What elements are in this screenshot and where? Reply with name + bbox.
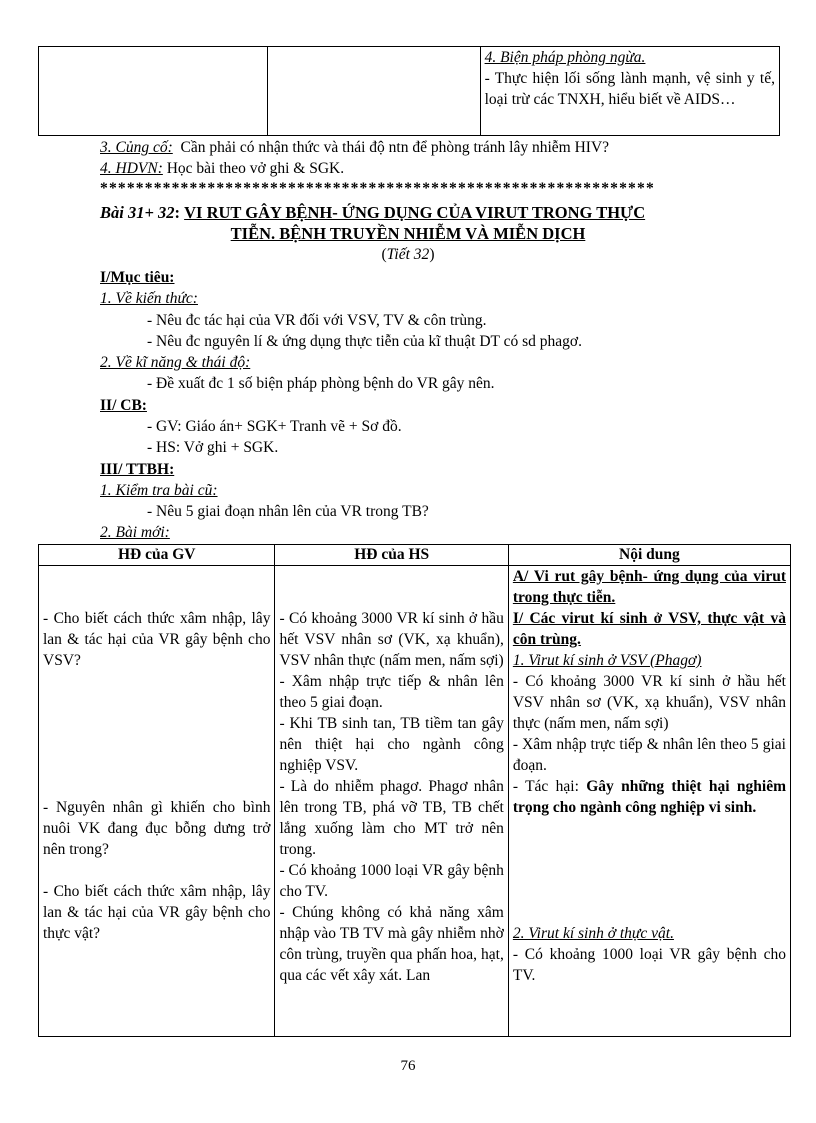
prep-hs: - HS: Vở ghi + SGK. (147, 439, 279, 456)
hs-answer-6: - Chúng không có khả năng xâm nhập vào TB TV mà gây nhiễm nhờ côn trùng, truyền qua phấn hoa, hạt, qua các vết xây xát. Lan (279, 904, 504, 984)
header-hs: HĐ của HS (275, 545, 508, 566)
content-p1: - Có khoảng 3000 VR kí sinh ở hầu hết VSV nhân sơ (VK, xạ khuẩn), VSV nhân thực (nấm men, nấm sợi) (512, 673, 786, 732)
top-cell-hs (268, 47, 480, 136)
gv-question-3: - Cho biết cách thức xâm nhập, lây lan & tác hại của VR gây bệnh cho thực vật? (43, 883, 271, 942)
content-p2: - Xâm nhập trực tiếp & nhân lên theo 5 giai đoạn. (512, 736, 786, 774)
lesson-period: (Tiết 32) (381, 246, 435, 263)
hs-answer-3: - Khi TB sinh tan, TB tiềm tan gây nên thiệt hại cho ngành công nghiệp VSV. (279, 715, 504, 774)
skills-label: 2. Về kĩ năng & thái độ: (100, 354, 251, 371)
skills-item-1: - Đề xuất đc 1 số biện pháp phòng bệnh do VR gây nên. (147, 375, 495, 392)
process-heading: III/ TTBH: (100, 461, 175, 478)
knowledge-item-2: - Nêu đc nguyên lí & ứng dụng thực tiễn của kĩ thuật DT có sd phagơ. (147, 333, 582, 350)
subsection-2-heading: 2. Virut kí sinh ở thực vật. (512, 925, 674, 942)
hs-answer-4: - Là do nhiễm phagơ. Phagơ nhân lên trong TB, phá vỡ TB, TB chết lắng xuống làm cho MT trở nên trong. (279, 778, 504, 858)
lesson-title-line1: Bài 31+ 32: VI RUT GÂY BỆNH- ỨNG DỤNG CỦA VIRUT TRONG THỰC (100, 203, 646, 222)
table-header-row (39, 545, 791, 566)
homework-text: Học bài theo vở ghi & SGK. (166, 160, 345, 177)
new-lesson-label: 2. Bài mới: (100, 524, 170, 541)
content-p3-bold: Gây những thiệt hại nghiêm trọng cho ngành công nghiệp vi sinh. (512, 778, 786, 816)
prep-heading: II/ CB: (100, 397, 147, 414)
consolidation-label: 3. Củng cố: (100, 139, 173, 156)
hs-answer-2: - Xâm nhập trực tiếp & nhân lên theo 5 giai đoạn. (279, 673, 504, 711)
page-number: 76 (400, 1058, 416, 1074)
consolidation-line (100, 137, 609, 158)
header-gv: HĐ của GV (39, 545, 275, 566)
content-p3 (513, 776, 786, 818)
content-column (508, 566, 790, 1037)
content-p3-label: - Tác hại: (512, 778, 579, 795)
section-i-heading: I/ Các virut kí sinh ở VSV, thực vật và côn trùng. (512, 610, 786, 648)
top-continuation-table (38, 46, 780, 136)
prevention-text: - Thực hiện lối sống lành mạnh, vệ sinh y tế, loại trừ các TNXH, hiểu biết về AIDS… (484, 70, 775, 108)
period-text: Tiết 32 (386, 246, 430, 263)
hs-answer-5: - Có khoảng 1000 loại VR gây bệnh cho TV. (279, 862, 504, 900)
knowledge-label: 1. Về kiến thức: (100, 290, 198, 307)
prevention-heading: 4. Biện pháp phòng ngừa. (484, 49, 646, 66)
separator-stars: ************************************************************** (100, 180, 655, 197)
homework-label: 4. HDVN: (100, 160, 163, 177)
gv-question-1: - Cho biết cách thức xâm nhập, lây lan & tác hại của VR gây bệnh cho VSV? (43, 610, 271, 669)
hs-column (275, 566, 508, 1037)
knowledge-item-1: - Nêu đc tác hại của VR đối với VSV, TV & côn trùng. (147, 312, 487, 329)
gv-column (39, 566, 275, 1037)
table-body-row (39, 566, 791, 1037)
gv-question-2: - Nguyên nhân gì khiến cho bình nuôi VK đang đục bỗng dưng trở nên trong? (43, 799, 271, 858)
activity-table (38, 544, 791, 1037)
check-label: 1. Kiểm tra bài cũ: (100, 482, 218, 499)
top-cell-gv (39, 47, 268, 136)
homework-line (100, 158, 344, 179)
consolidation-text: Cần phải có nhận thức và thái độ ntn để phòng tránh lây nhiễm HIV? (180, 139, 610, 156)
lesson-number: Bài 31+ 32 (100, 203, 175, 222)
objectives-heading: I/Mục tiêu: (100, 269, 175, 286)
check-question: - Nêu 5 giai đoạn nhân lên của VR trong TB? (147, 503, 429, 520)
lesson-title-1: VI RUT GÂY BỆNH- ỨNG DỤNG CỦA VIRUT TRONG THỰC (184, 203, 646, 222)
section-a-heading: A/ Vi rut gây bệnh- ứng dụng của virut trong thực tiễn. (512, 568, 786, 606)
hs-answer-1: - Có khoảng 3000 VR kí sinh ở hầu hết VSV nhân sơ (VK, xạ khuẩn), VSV nhân thực (nấm men, nấm sợi) (279, 610, 504, 669)
header-content: Nội dung (508, 545, 790, 566)
lesson-title-2: TIỄN. BỆNH TRUYỀN NHIỄM VÀ MIỄN DỊCH (230, 224, 586, 243)
prep-gv: - GV: Giáo án+ SGK+ Tranh vẽ + Sơ đồ. (147, 418, 402, 435)
top-cell-content (480, 47, 779, 136)
subsection-1-heading: 1. Virut kí sinh ở VSV (Phagơ) (512, 652, 702, 669)
content-p4: - Có khoảng 1000 loại VR gây bệnh cho TV. (512, 946, 786, 984)
